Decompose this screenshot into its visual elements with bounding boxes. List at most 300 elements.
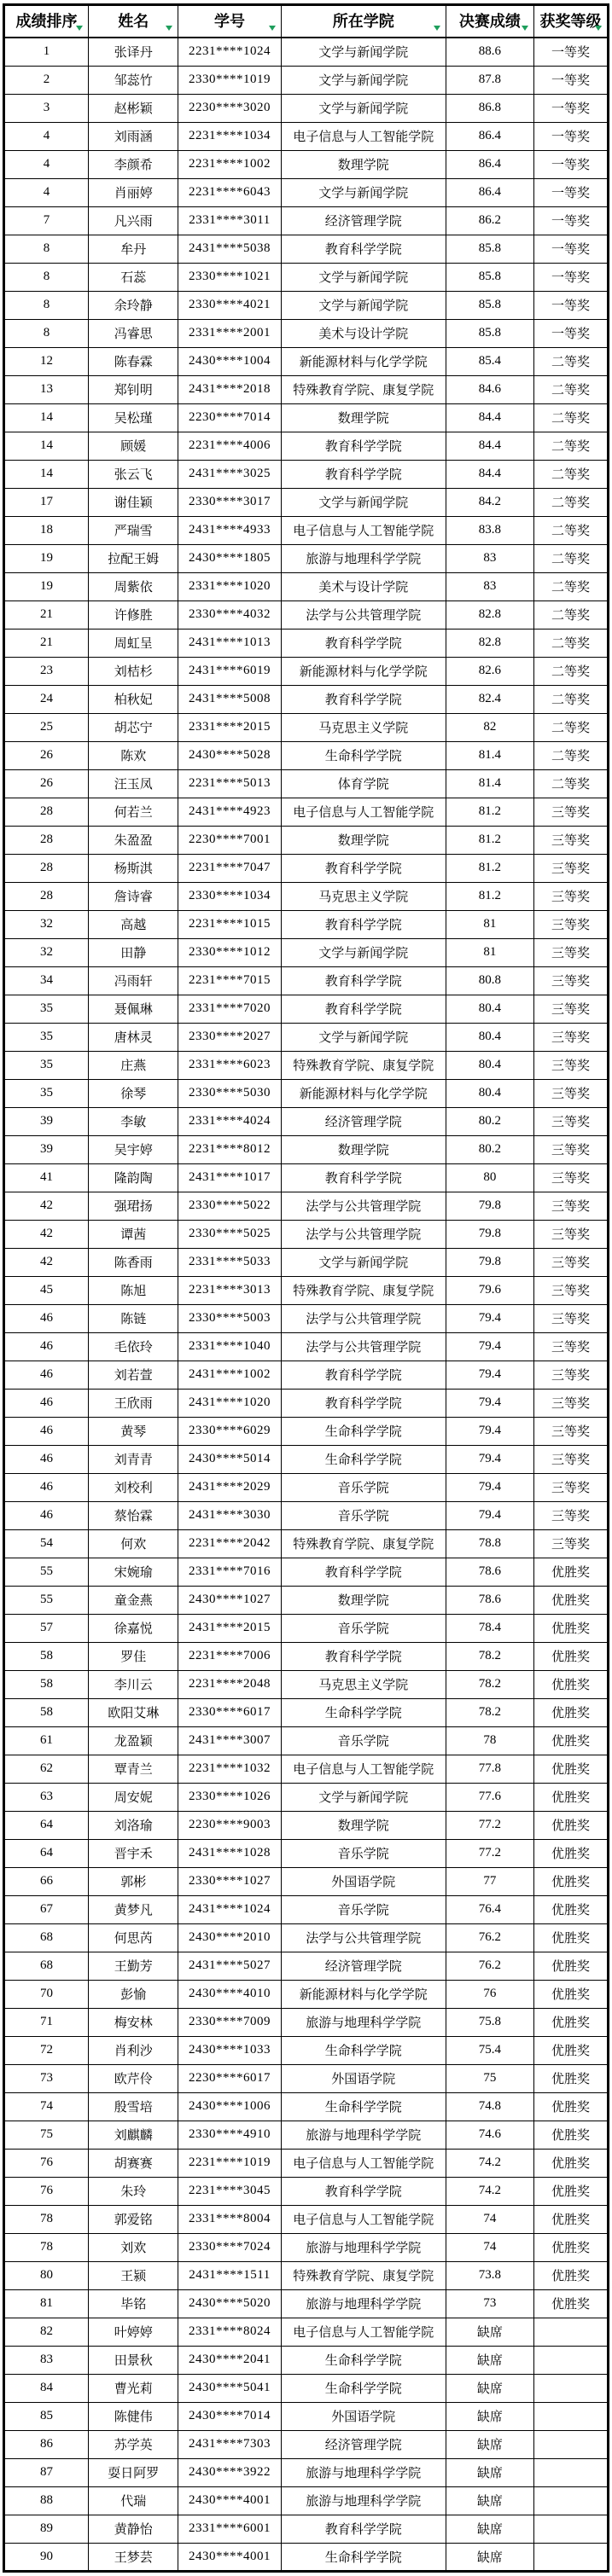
rank-cell: 46 (4, 1304, 89, 1332)
award-cell: 一等奖 (533, 122, 608, 150)
award-cell: 二等奖 (533, 347, 608, 375)
award-cell: 二等奖 (533, 657, 608, 685)
student-id-cell: 2331****7020 (178, 995, 281, 1023)
score-cell: 74.2 (446, 2149, 533, 2177)
name-cell: 田静 (89, 938, 178, 966)
award-cell: 二等奖 (533, 460, 608, 488)
table-row (4, 2374, 609, 2402)
score-cell: 缺席 (446, 2543, 533, 2571)
college-cell: 体育学院 (281, 769, 446, 798)
chevron-down-icon (522, 26, 528, 31)
student-id-cell: 2431****3030 (178, 1501, 281, 1529)
award-cell: 三等奖 (533, 1445, 608, 1473)
name-cell: 童金燕 (89, 1586, 178, 1614)
score-cell: 缺席 (446, 2374, 533, 2402)
student-id-cell: 2331****8004 (178, 2205, 281, 2233)
rank-cell: 23 (4, 657, 89, 685)
score-cell: 78.4 (446, 1614, 533, 1642)
name-cell: 毕铭 (89, 2289, 178, 2318)
college-cell: 经济管理学院 (281, 2430, 446, 2458)
rank-cell: 72 (4, 2036, 89, 2064)
name-cell: 周安妮 (89, 1783, 178, 1811)
award-cell (533, 2318, 608, 2346)
table-row (4, 1248, 609, 1276)
name-cell: 周虹呈 (89, 629, 178, 657)
student-id-cell: 2330****5025 (178, 1220, 281, 1248)
table-row (4, 1923, 609, 1952)
score-cell: 80.8 (446, 966, 533, 995)
student-id-cell: 2431****2029 (178, 1473, 281, 1501)
rank-cell: 64 (4, 1839, 89, 1867)
rank-cell: 73 (4, 2064, 89, 2092)
college-cell: 电子信息与人工智能学院 (281, 2149, 446, 2177)
table-row (4, 66, 609, 94)
name-cell: 隆韵陶 (89, 1163, 178, 1192)
name-cell: 朱盈盈 (89, 826, 178, 854)
table-row (4, 966, 609, 995)
table-row (4, 1529, 609, 1558)
score-cell: 84.4 (446, 403, 533, 432)
rank-cell: 74 (4, 2092, 89, 2121)
table-row (4, 291, 609, 319)
name-cell: 黄静怡 (89, 2515, 178, 2543)
table-row (4, 826, 609, 854)
table-row (4, 798, 609, 826)
college-cell: 生命科学学院 (281, 2374, 446, 2402)
score-cell: 83 (446, 544, 533, 572)
column-header-score (446, 5, 533, 38)
table-row (4, 1501, 609, 1529)
name-cell: 唐林灵 (89, 1023, 178, 1051)
student-id-cell: 2431****7303 (178, 2430, 281, 2458)
name-cell: 刘若萱 (89, 1361, 178, 1389)
table-row (4, 1051, 609, 1079)
award-cell: 二等奖 (533, 432, 608, 460)
college-cell: 教育科学学院 (281, 629, 446, 657)
name-cell: 蔡怡霖 (89, 1501, 178, 1529)
score-cell: 81 (446, 938, 533, 966)
college-cell: 教育科学学院 (281, 1558, 446, 1586)
award-cell: 二等奖 (533, 572, 608, 600)
name-cell: 徐琴 (89, 1079, 178, 1107)
rank-cell: 90 (4, 2543, 89, 2571)
score-cell: 79.4 (446, 1417, 533, 1445)
college-cell: 法学与公共管理学院 (281, 1332, 446, 1361)
award-cell: 三等奖 (533, 1304, 608, 1332)
name-cell: 陈欢 (89, 741, 178, 769)
score-cell: 79.8 (446, 1192, 533, 1220)
filter-dropdown-icon[interactable] (433, 24, 441, 31)
college-cell: 特殊教育学院、康复学院 (281, 2261, 446, 2289)
award-cell: 三等奖 (533, 1220, 608, 1248)
student-id-cell: 2431****1017 (178, 1163, 281, 1192)
rank-cell: 21 (4, 600, 89, 629)
name-cell: 刘校利 (89, 1473, 178, 1501)
name-cell: 覃青兰 (89, 1755, 178, 1783)
college-cell: 教育科学学院 (281, 1642, 446, 1670)
table-row (4, 1473, 609, 1501)
score-cell: 84.6 (446, 375, 533, 403)
name-cell: 朱玲 (89, 2177, 178, 2205)
table-row (4, 38, 609, 66)
table-row (4, 2177, 609, 2205)
college-cell: 电子信息与人工智能学院 (281, 122, 446, 150)
column-header-label: 所在学院 (332, 13, 394, 30)
award-cell: 优胜奖 (533, 1586, 608, 1614)
award-cell: 优胜奖 (533, 2064, 608, 2092)
score-cell: 78.8 (446, 1529, 533, 1558)
award-cell: 三等奖 (533, 882, 608, 910)
table-row (4, 319, 609, 347)
name-cell: 宋婉瑜 (89, 1558, 178, 1586)
table-row (4, 1670, 609, 1698)
score-cell: 82.8 (446, 600, 533, 629)
score-cell: 76 (446, 1980, 533, 2008)
score-cell: 88.6 (446, 38, 533, 66)
college-cell: 生命科学学院 (281, 2346, 446, 2374)
college-cell: 生命科学学院 (281, 1698, 446, 1726)
student-id-cell: 2331****2015 (178, 713, 281, 741)
college-cell: 新能源材料与化学学院 (281, 657, 446, 685)
name-cell: 李颜希 (89, 150, 178, 178)
filter-dropdown-icon[interactable] (521, 24, 529, 31)
chevron-down-icon (269, 26, 276, 31)
table-row (4, 2289, 609, 2318)
table-row (4, 2233, 609, 2261)
student-id-cell: 2330****4910 (178, 2121, 281, 2149)
award-cell: 三等奖 (533, 1332, 608, 1361)
table-row (4, 2008, 609, 2036)
name-cell: 郑钊明 (89, 375, 178, 403)
name-cell: 苏学英 (89, 2430, 178, 2458)
column-header-award (533, 5, 608, 38)
rank-cell: 66 (4, 1867, 89, 1895)
rank-cell: 35 (4, 995, 89, 1023)
college-cell: 文学与新闻学院 (281, 1023, 446, 1051)
column-header-label: 学号 (213, 13, 245, 30)
table-row (4, 544, 609, 572)
rank-cell: 86 (4, 2430, 89, 2458)
score-cell: 缺席 (446, 2515, 533, 2543)
table-row (4, 600, 609, 629)
student-id-cell: 2430****5020 (178, 2289, 281, 2318)
student-id-cell: 2231****2042 (178, 1529, 281, 1558)
award-cell: 优胜奖 (533, 2036, 608, 2064)
student-id-cell: 2230****3020 (178, 94, 281, 122)
score-cell: 82 (446, 713, 533, 741)
college-cell: 新能源材料与化学学院 (281, 1980, 446, 2008)
rank-cell: 85 (4, 2402, 89, 2430)
table-row (4, 2318, 609, 2346)
award-cell: 三等奖 (533, 938, 608, 966)
chevron-down-icon (166, 26, 172, 31)
name-cell: 欧阳艾琳 (89, 1698, 178, 1726)
name-cell: 顾媛 (89, 432, 178, 460)
table-row (4, 1361, 609, 1389)
score-cell: 74.8 (446, 2092, 533, 2121)
table-row (4, 1417, 609, 1445)
table-row (4, 263, 609, 291)
college-cell: 外国语学院 (281, 2064, 446, 2092)
table-row (4, 1783, 609, 1811)
column-header-rank (4, 5, 89, 38)
college-cell: 数理学院 (281, 826, 446, 854)
table-row (4, 2149, 609, 2177)
filter-dropdown-icon[interactable] (594, 24, 603, 31)
rank-cell: 76 (4, 2177, 89, 2205)
table-row (4, 460, 609, 488)
table-row (4, 1586, 609, 1614)
score-cell: 80.2 (446, 1135, 533, 1163)
college-cell: 教育科学学院 (281, 1163, 446, 1192)
name-cell: 徐嘉悦 (89, 1614, 178, 1642)
name-cell: 汪玉凤 (89, 769, 178, 798)
filter-dropdown-icon[interactable] (75, 24, 84, 31)
award-cell: 三等奖 (533, 1248, 608, 1276)
name-cell: 吴宇婷 (89, 1135, 178, 1163)
name-cell: 张译丹 (89, 38, 178, 66)
award-cell: 优胜奖 (533, 1642, 608, 1670)
rank-cell: 17 (4, 488, 89, 516)
award-cell: 二等奖 (533, 600, 608, 629)
college-cell: 生命科学学院 (281, 1417, 446, 1445)
award-cell (533, 2430, 608, 2458)
college-cell: 生命科学学院 (281, 2092, 446, 2121)
award-cell: 一等奖 (533, 263, 608, 291)
award-cell: 一等奖 (533, 38, 608, 66)
name-cell: 刘洛瑜 (89, 1811, 178, 1839)
score-cell: 75 (446, 2064, 533, 2092)
student-id-cell: 2231****3045 (178, 2177, 281, 2205)
award-cell: 优胜奖 (533, 1783, 608, 1811)
score-cell: 79.4 (446, 1304, 533, 1332)
rank-cell: 25 (4, 713, 89, 741)
column-header-label: 决赛成绩 (458, 13, 521, 30)
student-id-cell: 2330****4021 (178, 291, 281, 319)
student-id-cell: 2330****5003 (178, 1304, 281, 1332)
award-cell: 优胜奖 (533, 2149, 608, 2177)
award-cell: 三等奖 (533, 854, 608, 882)
rank-cell: 21 (4, 629, 89, 657)
name-cell: 牟丹 (89, 235, 178, 263)
rank-cell: 76 (4, 2149, 89, 2177)
student-id-cell: 2431****1013 (178, 629, 281, 657)
college-cell: 电子信息与人工智能学院 (281, 516, 446, 544)
student-id-cell: 2430****4001 (178, 2543, 281, 2571)
name-cell: 张云飞 (89, 460, 178, 488)
college-cell: 教育科学学院 (281, 432, 446, 460)
student-id-cell: 2431****5027 (178, 1952, 281, 1980)
name-cell: 郭爱铭 (89, 2205, 178, 2233)
college-cell: 数理学院 (281, 150, 446, 178)
rank-cell: 14 (4, 403, 89, 432)
rank-cell: 64 (4, 1811, 89, 1839)
name-cell: 柏秋妃 (89, 685, 178, 713)
award-cell: 三等奖 (533, 1361, 608, 1389)
student-id-cell: 2330****6029 (178, 1417, 281, 1445)
score-cell: 80.4 (446, 1079, 533, 1107)
student-id-cell: 2331****2001 (178, 319, 281, 347)
table-row (4, 2036, 609, 2064)
table-row (4, 2205, 609, 2233)
college-cell: 法学与公共管理学院 (281, 600, 446, 629)
award-cell: 优胜奖 (533, 1558, 608, 1586)
college-cell: 生命科学学院 (281, 2036, 446, 2064)
name-cell: 肖丽婷 (89, 178, 178, 206)
score-cell: 81.2 (446, 826, 533, 854)
student-id-cell: 2231****1034 (178, 122, 281, 150)
student-id-cell: 2330****1021 (178, 263, 281, 291)
score-cell: 85.8 (446, 263, 533, 291)
name-cell: 龙盈颖 (89, 1726, 178, 1755)
rank-cell: 8 (4, 319, 89, 347)
score-cell: 83.8 (446, 516, 533, 544)
score-cell: 83 (446, 572, 533, 600)
college-cell: 法学与公共管理学院 (281, 1220, 446, 1248)
score-cell: 82.6 (446, 657, 533, 685)
rank-cell: 19 (4, 544, 89, 572)
rank-cell: 42 (4, 1220, 89, 1248)
rank-cell: 46 (4, 1473, 89, 1501)
name-cell: 陈旭 (89, 1276, 178, 1304)
table-row (4, 1163, 609, 1192)
table-header (4, 5, 609, 38)
table-row (4, 122, 609, 150)
rank-cell: 55 (4, 1558, 89, 1586)
student-id-cell: 2431****4933 (178, 516, 281, 544)
student-id-cell: 2231****1024 (178, 38, 281, 66)
rank-cell: 58 (4, 1670, 89, 1698)
rank-cell: 28 (4, 798, 89, 826)
student-id-cell: 2430****1006 (178, 2092, 281, 2121)
name-cell: 王颍 (89, 2261, 178, 2289)
table-row (4, 769, 609, 798)
student-id-cell: 2231****5013 (178, 769, 281, 798)
table-row (4, 1079, 609, 1107)
name-cell: 刘雨涵 (89, 122, 178, 150)
college-cell: 数理学院 (281, 1811, 446, 1839)
award-cell: 一等奖 (533, 235, 608, 263)
college-cell: 文学与新闻学院 (281, 1248, 446, 1276)
name-cell: 陈健伟 (89, 2402, 178, 2430)
name-cell: 黄梦凡 (89, 1895, 178, 1923)
column-header-label: 获奖等级 (539, 13, 602, 30)
score-cell: 76.2 (446, 1923, 533, 1952)
college-cell: 法学与公共管理学院 (281, 1923, 446, 1952)
award-cell: 三等奖 (533, 1473, 608, 1501)
student-id-cell: 2231****2048 (178, 1670, 281, 1698)
header-row (4, 5, 609, 38)
college-cell: 教育科学学院 (281, 2177, 446, 2205)
award-cell: 二等奖 (533, 629, 608, 657)
name-cell: 凡兴雨 (89, 206, 178, 235)
college-cell: 音乐学院 (281, 1614, 446, 1642)
rank-cell: 18 (4, 516, 89, 544)
student-id-cell: 2330****5030 (178, 1079, 281, 1107)
award-cell (533, 2486, 608, 2515)
name-cell: 李川云 (89, 1670, 178, 1698)
student-id-cell: 2431****5008 (178, 685, 281, 713)
college-cell: 教育科学学院 (281, 910, 446, 938)
table-row (4, 516, 609, 544)
student-id-cell: 2330****4032 (178, 600, 281, 629)
rank-cell: 8 (4, 291, 89, 319)
table-row (4, 854, 609, 882)
award-cell: 三等奖 (533, 910, 608, 938)
score-cell: 缺席 (446, 2402, 533, 2430)
student-id-cell: 2431****5038 (178, 235, 281, 263)
college-cell: 电子信息与人工智能学院 (281, 2318, 446, 2346)
college-cell: 旅游与地理科学学院 (281, 2289, 446, 2318)
award-cell: 三等奖 (533, 1276, 608, 1304)
name-cell: 石蕊 (89, 263, 178, 291)
award-cell: 二等奖 (533, 769, 608, 798)
table-row (4, 375, 609, 403)
student-id-cell: 2231****6043 (178, 178, 281, 206)
rank-cell: 14 (4, 460, 89, 488)
rank-cell: 3 (4, 94, 89, 122)
college-cell: 生命科学学院 (281, 741, 446, 769)
table-row (4, 1304, 609, 1332)
student-id-cell: 2431****1002 (178, 1361, 281, 1389)
student-id-cell: 2431****4923 (178, 798, 281, 826)
student-id-cell: 2430****2010 (178, 1923, 281, 1952)
score-cell: 85.8 (446, 319, 533, 347)
score-cell: 77.6 (446, 1783, 533, 1811)
table-row (4, 235, 609, 263)
name-cell: 刘青青 (89, 1445, 178, 1473)
award-cell (533, 2374, 608, 2402)
award-cell: 优胜奖 (533, 2008, 608, 2036)
student-id-cell: 2231****1015 (178, 910, 281, 938)
name-cell: 晋宇禾 (89, 1839, 178, 1867)
filter-dropdown-icon[interactable] (165, 24, 173, 31)
filter-dropdown-icon[interactable] (268, 24, 277, 31)
table-row (4, 629, 609, 657)
table-row (4, 1192, 609, 1220)
table-row (4, 572, 609, 600)
award-cell (533, 2458, 608, 2486)
award-cell: 优胜奖 (533, 1839, 608, 1867)
name-cell: 黄琴 (89, 1417, 178, 1445)
name-cell: 庄燕 (89, 1051, 178, 1079)
student-id-cell: 2430****3922 (178, 2458, 281, 2486)
chevron-down-icon (76, 26, 83, 31)
name-cell: 胡芯宁 (89, 713, 178, 741)
table-row (4, 938, 609, 966)
column-header-college (281, 5, 446, 38)
rank-cell: 8 (4, 263, 89, 291)
student-id-cell: 2231****7006 (178, 1642, 281, 1670)
college-cell: 法学与公共管理学院 (281, 1304, 446, 1332)
college-cell: 文学与新闻学院 (281, 291, 446, 319)
student-id-cell: 2430****4010 (178, 1980, 281, 2008)
chevron-down-icon (595, 26, 602, 31)
table-row (4, 1755, 609, 1783)
table-row (4, 1135, 609, 1163)
rank-cell: 68 (4, 1923, 89, 1952)
rank-cell: 42 (4, 1192, 89, 1220)
rank-cell: 70 (4, 1980, 89, 2008)
score-cell: 79.4 (446, 1501, 533, 1529)
college-cell: 美术与设计学院 (281, 572, 446, 600)
name-cell: 何若兰 (89, 798, 178, 826)
award-cell: 一等奖 (533, 206, 608, 235)
table-row (4, 1952, 609, 1980)
rank-cell: 58 (4, 1698, 89, 1726)
student-id-cell: 2431****1028 (178, 1839, 281, 1867)
college-cell: 特殊教育学院、康复学院 (281, 1051, 446, 1079)
